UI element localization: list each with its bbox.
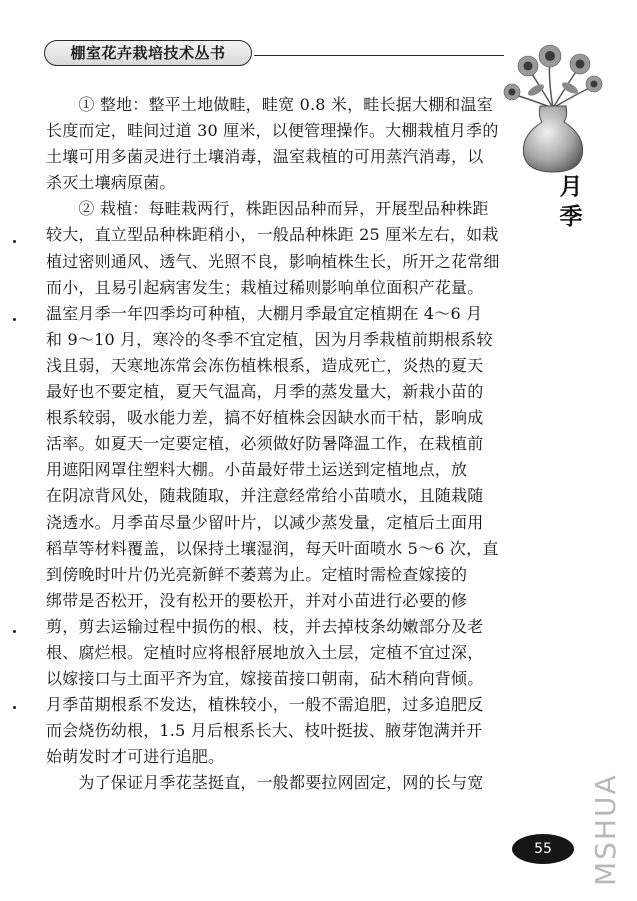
margin-mark [13, 240, 16, 243]
margin-mark [13, 630, 16, 633]
text-line: 浇透水。月季苗尽量少留叶片，以减少蒸发量，定植后土面用 [46, 512, 484, 532]
watermark: MSHUA [589, 773, 622, 886]
text-line: 以嫁接口与土面平齐为宜，嫁接苗接口朝南，砧木稍向背倾。 [46, 669, 484, 689]
text-line: ② 栽植：每畦栽两行，株距因品种而异，开展型品种株距 [46, 199, 489, 219]
side-tab-char: 季 [559, 204, 583, 230]
text-line: 月季苗期根系不发达，植株较小，一般不需追肥，过多追肥反 [46, 695, 484, 715]
page-number-badge: 55 [512, 834, 574, 864]
text-line: 活率。如夏天一定要定植，必须做好防暑降温工作，在栽植前 [46, 434, 484, 454]
text-line: 最好也不要定植，夏天气温高，月季的蒸发量大，新栽小苗的 [46, 382, 484, 402]
text-line: 根、腐烂根。定植时应将根舒展地放入土层，定植不宜过深， [46, 642, 484, 662]
text-line: ① 整地：整平土地做畦，畦宽 0.8 米，畦长据大棚和温室 [46, 95, 493, 114]
body-text [46, 92, 524, 797]
chapter-side-tab [556, 172, 586, 232]
text-line: 用遮阳网罩住塑料大棚。小苗最好带土运送到定植地点，放 [46, 460, 468, 480]
text-line: 剪，剪去运输过程中损伤的根、枝，并去掉枝条幼嫩部分及老 [46, 616, 484, 636]
text-line: 长度而定，畦间过道 30 厘米，以便管理操作。大棚栽植月季的 [46, 121, 499, 141]
text-line: 绑带是否松开，没有松开的要松开，并对小苗进行必要的修 [46, 590, 468, 610]
series-title: 棚室花卉栽培技术丛书 [44, 40, 252, 66]
side-tab-char: 月 [559, 174, 583, 200]
text-line: 到傍晚时叶片仍光亮新鲜不萎蔫为止。定植时需检查嫁接的 [46, 564, 468, 584]
text-line: 而会烧伤幼根，1.5 月后根系长大、枝叶挺拔、腋芽饱满并开 [46, 721, 483, 741]
text-line: 根系较弱，吸水能力差，搞不好植株会因缺水而干枯，影响成 [46, 408, 484, 428]
text-line: 在阴凉背风处，随栽随取，并注意经常给小苗喷水，且随栽随 [46, 486, 484, 506]
text-line: 为了保证月季花茎挺直，一般都要拉网固定，网的长与宽 [46, 773, 484, 793]
text-line: 较大，直立型品种株距稍小，一般品种株距 25 厘米左右，如栽 [46, 225, 499, 245]
text-line: 始萌发时才可进行追肥。 [46, 747, 225, 767]
text-line: 和 9～10 月，寒冷的冬季不宜定植，因为月季栽植前期根系较 [46, 329, 493, 349]
text-line: 杀灭土壤病原菌。 [46, 173, 176, 193]
text-line: 土壤可用多菌灵进行土壤消毒，温室栽植的可用蒸汽消毒，以 [46, 147, 484, 167]
text-line: 稻草等材料覆盖，以保持土壤湿润，每天叶面喷水 5～6 次，直 [46, 538, 499, 558]
text-line: 而小，且易引起病害发生；栽植过稀则影响单位面积产花量。 [46, 277, 484, 297]
margin-mark [13, 706, 16, 709]
header-rule [254, 55, 504, 56]
margin-mark [13, 318, 16, 321]
text-line: 植过密则通风、透气、光照不良，影响植株生长，所开之花常细 [46, 251, 500, 271]
text-line: 温室月季一年四季均可种植，大棚月季最宜定植期在 4～6 月 [46, 303, 483, 323]
text-line: 浅且弱，天寒地冻常会冻伤植株根系，造成死亡，炎热的夏天 [46, 355, 484, 375]
